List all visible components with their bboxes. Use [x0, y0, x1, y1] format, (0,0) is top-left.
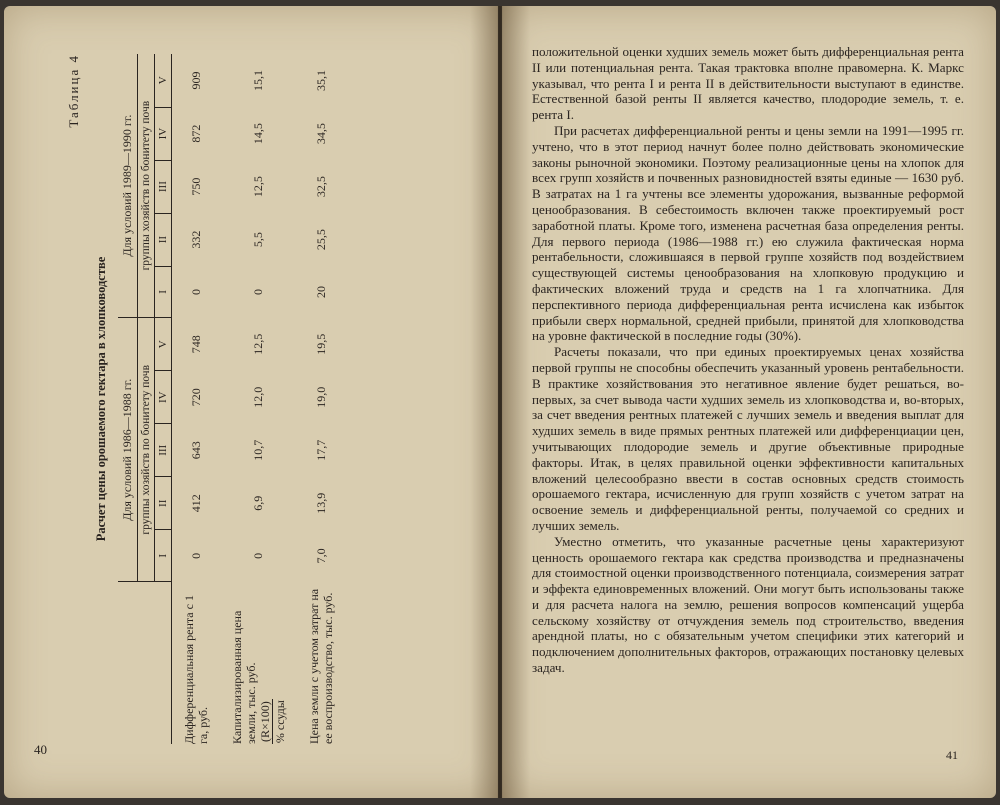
table-cell: 12,0 — [251, 386, 265, 408]
table-cell: 0 — [188, 552, 203, 559]
header-subgroup-1: группы хозяйств по бонитету почв — [138, 318, 155, 582]
table-cell: 35,1 — [313, 70, 328, 92]
table-cell: 32,5 — [313, 176, 328, 198]
paragraph-3: Расчеты показали, что при единых проектируемых ценах хозяйства первой группы не способны обеспечить указанный уровень рентабельности. В практике хозяйствования это негативное явление будет решаться, во-первых, за счет вывода части худших земель из хлопководства и, во-вторых, за счет введения рентных платежей с лучших земель и введения выплат для худших земель в виде прямых рентных платежей или дифференциации цен, учитывающих плодородие земель и другие объективные природные факторы. Итак, в целях правильной оценки эффективности капитальных вложений целесообразно ввести в состав основных средств стоимость орошаемого гектара, исчисленную для групп хозяйств с учетом затрат на освоение земель и дифференциальной ренты, получаемой со средних и лучших земель. — [532, 344, 964, 533]
formula-fraction — [258, 699, 287, 744]
right-page — [502, 6, 996, 798]
table-cell: 7,0 — [313, 548, 328, 564]
table-cell: 0 — [251, 552, 265, 559]
table-cell: 14,5 — [251, 123, 265, 145]
table-row-capitalized-price — [220, 54, 297, 744]
table-cell: 19,5 — [313, 333, 328, 355]
table-cell: 643 — [188, 441, 203, 460]
table-cell: 13,9 — [313, 492, 328, 514]
rotated-table-block — [66, 54, 466, 744]
body-text — [532, 44, 964, 676]
paragraph-2: При расчетах дифференциальной ренты и цены земли на 1991—1995 гг. учтено, что в этот период начнут более полно действовать экономические законы рыночной экономики. Поэтому реализационные цены на хлопок для всех групп хозяйств и почвенных разновидностей взяты единые — 1630 руб. В затратах на 1 га учтены все элементы удорожания, вызванные реформой ценообразования. В себестоимость включен также проектируемый рост заработной платы. Кроме того, изменена расчетная база определения ренты. Для первого периода (1986—1988 гг.) ею служила фактическая норма рентабельности, сложившаяся в первой группе хозяйств под воздействием существующей системы ценообразования на хлопковую продукцию и фактических вложений труда и средств на 1 га хлопчатника. Для перспективного периода дифференциальная рента исчислена как избыток прибыли сверх нормальной, средней прибыли, принятой для хлопководства на уровне фактической в последние годы (30%). — [532, 122, 964, 344]
row-label-capitalized-price — [220, 582, 297, 744]
group-label: I — [155, 530, 172, 582]
header-period-1: Для условий 1986—1988 гг. — [118, 318, 138, 582]
header-period-2: Для условий 1989—1990 гг. — [118, 54, 138, 318]
row-label-land-price: Цена земли с учетом затрат на ее воспроизводство, тыс. руб. — [307, 588, 335, 744]
table-cell: 20 — [313, 285, 328, 298]
table-cell: 412 — [188, 494, 203, 513]
table-cell: 332 — [188, 230, 203, 249]
group-label: II — [155, 477, 172, 530]
table-row-land-price — [297, 54, 345, 744]
table-cell: 12,5 — [251, 176, 265, 198]
table-cell: 5,5 — [251, 232, 265, 248]
table-row-differential-rent — [172, 54, 221, 744]
table-cell: 6,9 — [251, 495, 265, 511]
paragraph-1: положительной оценки худших земель может быть дифференциальная рента II или потенциальная рента. Такая трактовка вполне правомерна. К. Маркс указывал, что рента I и рента II в действительности выступают в единстве. Естественной базой ренты II является качество, плодородие земель, т. е. рента I. — [532, 44, 964, 123]
group-label: IV — [155, 107, 172, 160]
left-page — [4, 6, 498, 798]
table-cell: 12,5 — [251, 333, 265, 355]
formula-denominator: % ссуды — [273, 700, 287, 744]
table-cell: 909 — [188, 71, 203, 90]
group-label: I — [155, 266, 172, 318]
table-cell: 25,5 — [313, 229, 328, 251]
row-label-text: Капитализированная цена земли, тыс. руб. — [230, 610, 258, 744]
table-cell: 0 — [251, 288, 265, 295]
table-cell: 19,0 — [313, 386, 328, 408]
table-cell: 720 — [188, 388, 203, 407]
row-label-differential-rent: Дифференциальная рента с 1 га, руб. — [182, 595, 210, 744]
table-title: Расчет цены орошаемого гектара в хлопководстве — [94, 256, 108, 542]
header-subgroup-2: группы хозяйств по бонитету почв — [138, 54, 155, 318]
table-header-row-periods — [118, 54, 138, 744]
table-cell: 15,1 — [251, 70, 265, 92]
formula-numerator: (R×100) — [258, 701, 272, 742]
group-label: III — [155, 424, 172, 477]
table-cell: 34,5 — [313, 123, 328, 145]
rent-table — [118, 54, 345, 744]
table-cell: 748 — [188, 335, 203, 354]
group-label: V — [155, 54, 172, 107]
table-cell: 10,7 — [251, 439, 265, 461]
table-cell: 872 — [188, 124, 203, 143]
group-label: IV — [155, 371, 172, 424]
table-label: Таблица 4 — [66, 54, 81, 128]
table-cell: 17,7 — [313, 439, 328, 461]
page-number-right: 41 — [946, 748, 958, 762]
table-cell: 750 — [188, 177, 203, 196]
table-cell: 0 — [188, 288, 203, 295]
header-blank-cell — [118, 582, 172, 744]
group-label: III — [155, 160, 172, 213]
paragraph-4: Уместно отметить, что указанные расчетные цены характеризуют ценность орошаемого гектара как средства производства и предназначены для стоимостной оценки производственного потенциала, соизмерения затрат и эффекта единовременных вложений. Они могут быть использованы также и для расчета налога на землю, решения вопросов компенсаций ущерба сельскому хозяйству от отчуждения земель под строительство, введения арендной платы, но с обязательным учетом специфики этих категорий и подключением дополнительных факторов, отражающих постановку целевых задач. — [532, 533, 964, 676]
group-label: V — [155, 318, 172, 371]
page-number-left: 40 — [34, 742, 47, 757]
group-label: II — [155, 213, 172, 266]
